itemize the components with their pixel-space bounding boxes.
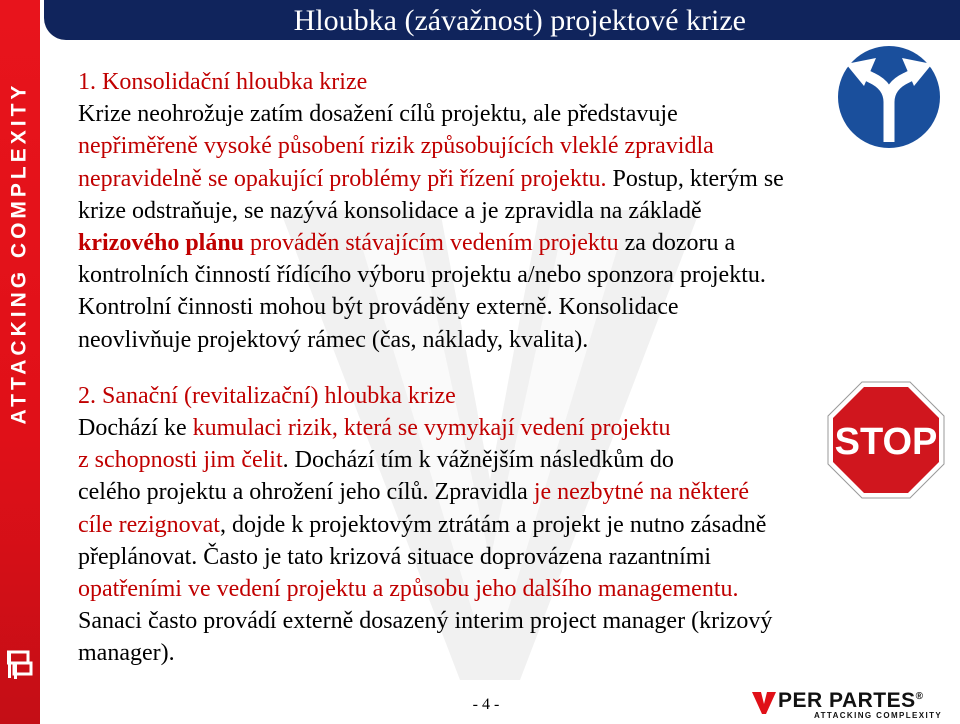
sidebar-brand-text	[3, 81, 35, 425]
text-span: celého projektu a ohrožení jeho cílů. Zpravidla	[78, 479, 534, 506]
text-line: přeplánovat. Často je tato krizová situace doprovázena razantními	[78, 543, 712, 570]
brand-tagline: ATTACKING COMPLEXITY	[814, 711, 943, 720]
text-line: Sanaci často provádí externě dosazený interim project manager (krizový	[78, 608, 773, 635]
text-line: krize odstraňuje, se nazývá konsolidace a je zpravidla na základě	[78, 197, 702, 224]
stop-sign-icon	[826, 380, 946, 500]
text-line: neovlivňuje projektový rámec (čas, náklady, kvalita).	[78, 326, 589, 353]
text-span: . Dochází tím k vážnějším následkům do	[282, 447, 674, 474]
text-line: nepřiměřeně vysoké působení rizik způsobujících vleklé zpravidla	[78, 133, 714, 160]
text-span: kumulaci rizik, která se vymykají vedení projektu	[192, 415, 671, 442]
section-2	[78, 380, 948, 670]
text-line: kontrolních činností řídícího výboru projektu a/nebo sponzora projektu.	[78, 262, 766, 289]
title-bar	[44, 0, 960, 40]
sidebar	[0, 0, 40, 724]
text-span: je nezbytné na některé	[533, 479, 750, 506]
section-1	[78, 66, 948, 356]
footer-brand	[752, 690, 958, 722]
content	[78, 66, 948, 670]
section-1-heading: 1. Konsolidační hloubka krize	[78, 69, 368, 95]
text-span: Dochází ke	[78, 415, 193, 442]
text-span: Postup, kterým se	[606, 165, 784, 192]
text-span: prováděn stávajícím vedením projektu	[244, 230, 619, 257]
crisis-plan-term: krizového plánu	[78, 230, 245, 257]
text-line: opatřeními ve vedení projektu a způsobu jeho dalšího managementu.	[78, 576, 739, 603]
text-span: z schopnosti jim čelit	[78, 447, 283, 474]
text-span: za dozoru a	[618, 230, 736, 257]
brand-name: PER PARTES®	[778, 689, 924, 712]
page-title: Hloubka (závažnost) projektové krize	[293, 4, 746, 37]
section-2-heading: 2. Sanační (revitalizační) hloubka krize	[78, 382, 456, 409]
page-number: - 4 -	[472, 696, 500, 713]
brand-v-icon	[752, 692, 776, 714]
text-span: , dojde k projektovým ztrátám a projekt je nutno zásadně	[219, 511, 767, 538]
text-line: Krize neohrožuje zatím dosažení cílů projektu, ale představuje	[78, 101, 678, 128]
stop-sign-text: STOP	[834, 421, 938, 463]
text-span: nepravidelně se opakující problémy při řízení projektu.	[78, 165, 607, 192]
pp-logo-icon	[7, 650, 33, 680]
text-span: cíle rezignovat	[78, 511, 220, 538]
sidebar-vertical-label: ATTACKING COMPLEXITY	[7, 81, 31, 425]
text-line: manager).	[78, 640, 175, 667]
text-line: Kontrolní činnosti mohou být prováděny externě. Konsolidace	[78, 294, 679, 321]
